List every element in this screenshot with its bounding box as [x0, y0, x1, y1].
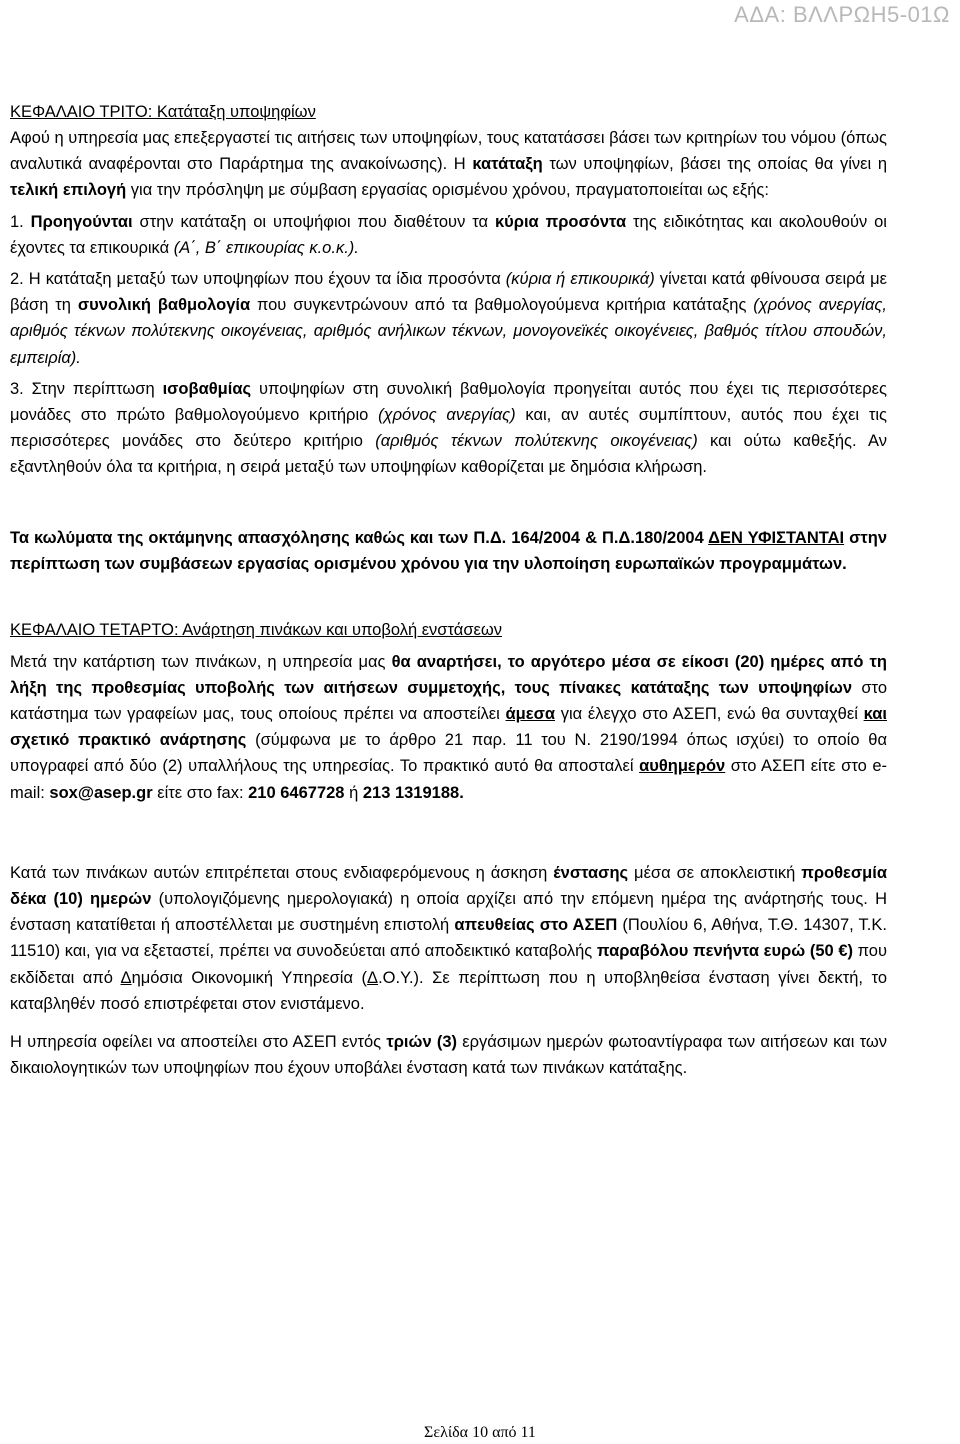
- text-run: ημόσια Οικονομική Υπηρεσία (: [131, 968, 368, 987]
- underlined-run: Δ: [120, 968, 132, 987]
- italic-run: (κύρια ή επικουρικά): [505, 270, 655, 289]
- list-number: 2.: [10, 270, 29, 289]
- text-run: .Ο.Υ.). Σε περίπτωση που η υποβληθείσα ένσταση γίνει δεκτή, το καταβληθέν ποσό επιστρέφεται στον ενιστάμενο.: [10, 968, 887, 1013]
- italic-run: (χρόνος ανεργίας): [378, 406, 516, 425]
- chapter4-title: ΚΕΦΑΛΑΙΟ ΤΕΤΑΡΤΟ: Ανάρτηση πινάκων και υποβολή ενστάσεων: [10, 620, 502, 639]
- bold-run: προθεσμία δέκα (10) ημερών: [10, 863, 887, 909]
- ranking-rule-3: [10, 376, 887, 481]
- text-run: Μετά την κατάρτιση των πινάκων, η υπηρεσία μας: [10, 652, 392, 671]
- chapter4-forwarding-paragraph: [10, 1029, 887, 1081]
- bold-run: κύρια προσόντα: [494, 212, 627, 231]
- italic-run: (Α΄, Β΄ επικουρίας κ.ο.κ.).: [173, 238, 359, 257]
- text-run: είτε στο fax:: [152, 783, 249, 802]
- chapter3-title: ΚΕΦΑΛΑΙΟ ΤΡΙΤΟ: Κατάταξη υποψηφίων: [10, 103, 316, 121]
- bold-run: τελική επιλογή: [10, 181, 127, 200]
- ranking-rule-2: [10, 266, 887, 371]
- restrictions-notice: [10, 525, 887, 577]
- bold-run: Προηγούνται: [30, 212, 133, 231]
- page-number-footer: Σελίδα 10 από 11: [424, 1424, 536, 1441]
- bold-run: συνολική βαθμολογία: [77, 296, 251, 315]
- underlined-run: ΔΕΝ ΥΦΙΣΤΑΝΤΑΙ: [708, 528, 845, 547]
- text-run: εργάσιμων ημερών φωτοαντίγραφα των αιτήσεων και των δικαιολογητικών των υποψηφίων που έχουν υποβάλει ένσταση κατά των πινάκων κατάταξης.: [10, 1033, 887, 1078]
- bold-run: κατάταξη: [472, 155, 543, 174]
- bold-underlined-run: και: [863, 705, 887, 724]
- underlined-run: Δ: [367, 968, 379, 987]
- text-run: για έλεγχο στο ΑΣΕΠ, ενώ θα συνταχθεί: [555, 705, 864, 724]
- bold-run: απευθείας στο ΑΣΕΠ: [454, 916, 618, 935]
- fax-number: 210 6467728: [248, 783, 345, 802]
- italic-run: (αριθμός τέκνων πολύτεκνης οικογένειας): [375, 432, 698, 451]
- text-run: των υποψηφίων, βάσει της οποίας θα γίνει η: [542, 155, 887, 174]
- chapter4-objection-paragraph: [10, 860, 887, 1017]
- text-run: Αφού η υπηρεσία μας επεξεργαστεί τις αιτήσεις των υποψηφίων, τους κατατάσσει βάσει των κριτηρίων του νόμου (όπως αναλυτικά αναφέρονται στο Παράρτημα της ανακοίνωσης). Η: [10, 129, 887, 174]
- bold-run: σχετικό πρακτικό ανάρτησης: [10, 731, 247, 750]
- text-run: Κατά των πινάκων αυτών επιτρέπεται στους ενδιαφερόμενους η άσκηση: [10, 863, 554, 882]
- text-run: (υπολογιζόμενης ημερολογιακά) η οποία αρχίζει από την επόμενη ημέρα της ανάρτησής τους. Η ένσταση κατατίθεται ή αποστέλλεται με συστημένη επιστολή: [10, 890, 887, 935]
- text-run: της ειδικότητας και ακολουθούν οι έχοντες τα επικουρικά: [10, 212, 887, 257]
- ranking-rule-1: [10, 209, 887, 261]
- text-run: (Πουλίου 6, Αθήνα, Τ.Θ. 14307, Τ.Κ. 11510) και, για να εξεταστεί, πρέπει να συνοδεύεται από αποδεικτικό καταβολής: [10, 916, 887, 961]
- text-run: στο ΑΣΕΠ είτε στο e-mail:: [10, 757, 887, 802]
- text-run: Τα κωλύματα της οκτάμηνης απασχόλησης καθώς και των Π.Δ. 164/2004 & Π.Δ.180/2004: [10, 528, 709, 547]
- text-run: που εκδίδεται από: [10, 942, 888, 987]
- text-run: ή: [344, 783, 363, 802]
- text-run: για την πρόσληψη με σύμβαση εργασίας ορισμένου χρόνου, πραγματοποιείται ως εξής:: [126, 181, 769, 200]
- fax-number: 213 1319188.: [362, 783, 464, 802]
- bold-underlined-run: αυθημερόν: [639, 757, 726, 776]
- bold-run: θα αναρτήσει, το αργότερο μέσα σε είκοσι (20) ημέρες από τη λήξη της προθεσμίας υποβολής των αιτήσεων συμμετοχής, τους πίνακες κατάταξης των υποψηφίων: [10, 652, 887, 697]
- bold-run: τριών (3): [386, 1033, 458, 1052]
- text-run: Η κατάταξη μεταξύ των υποψηφίων που έχουν τα ίδια προσόντα: [28, 270, 506, 289]
- text-run: Στην περίπτωση: [31, 379, 163, 398]
- email-address: sox@asep.gr: [49, 783, 153, 802]
- bold-run: ένστασης: [553, 863, 629, 882]
- text-run: μέσα σε αποκλειστική: [628, 863, 802, 882]
- text-run: και, αν αυτές συμπίπτουν, αυτός που έχει τις περισσότερες μονάδες στο δεύτερο κριτήριο: [10, 406, 887, 451]
- text-run: γίνεται κατά φθίνουσα σειρά με βάση τη: [10, 270, 887, 315]
- text-run: στην κατάταξη οι υποψήφιοι που διαθέτουν τα: [132, 212, 495, 231]
- chapter4-posting-paragraph: [10, 649, 887, 806]
- bold-run: ισοβαθμίας: [162, 379, 252, 398]
- text-run: στην περίπτωση των συμβάσεων εργασίας ορισμένου χρόνου για την υλοποίηση ευρωπαϊκών προγραμμάτων.: [10, 528, 887, 573]
- document-body: [10, 99, 887, 1081]
- italic-run: (χρόνος ανεργίας, αριθμός τέκνων πολύτεκνης οικογένειας, αριθμός ανήλικων τέκνων, μονογονεϊκές οικογένειες, βαθμός τίτλου σπουδών, εμπειρία).: [10, 296, 887, 367]
- text-run: (σύμφωνα με το άρθρο 21 παρ. 11 του Ν. 2190/1994 όπως ισχύει) το οποίο θα υπογραφεί από δύο (2) υπαλλήλους της υπηρεσίας. Το πρακτικό αυτό θα αποσταλεί: [10, 731, 887, 776]
- bold-run: παραβόλου πενήντα ευρώ (50 €): [596, 942, 854, 961]
- text-run: και ούτω καθεξής. Αν εξαντληθούν όλα τα κριτήρια, η σειρά μεταξύ των υποψηφίων καθορίζεται με δημόσια κλήρωση.: [10, 432, 887, 477]
- text-run: που συγκεντρώνουν από τα βαθμολογούμενα κριτήρια κατάταξης: [250, 296, 754, 315]
- ada-code: ΑΔΑ: ΒΛΛΡΩΗ5-01Ω: [734, 2, 950, 27]
- text-run: Η υπηρεσία οφείλει να αποστείλει στο ΑΣΕΠ εντός: [10, 1033, 387, 1052]
- text-run: υποψηφίων στη συνολική βαθμολογία προηγείται αυτός που έχει τις περισσότερες μονάδες στο πρώτο βαθμολογούμενο κριτήριο: [10, 379, 887, 425]
- list-number: 1.: [10, 212, 31, 231]
- list-number: 3.: [10, 379, 32, 398]
- bold-underlined-run: άμεσα: [505, 705, 556, 724]
- text-run: στο κατάστημα των γραφείων μας, τους οποίους πρέπει να αποστείλει: [10, 678, 887, 724]
- chapter3-intro: [10, 125, 887, 204]
